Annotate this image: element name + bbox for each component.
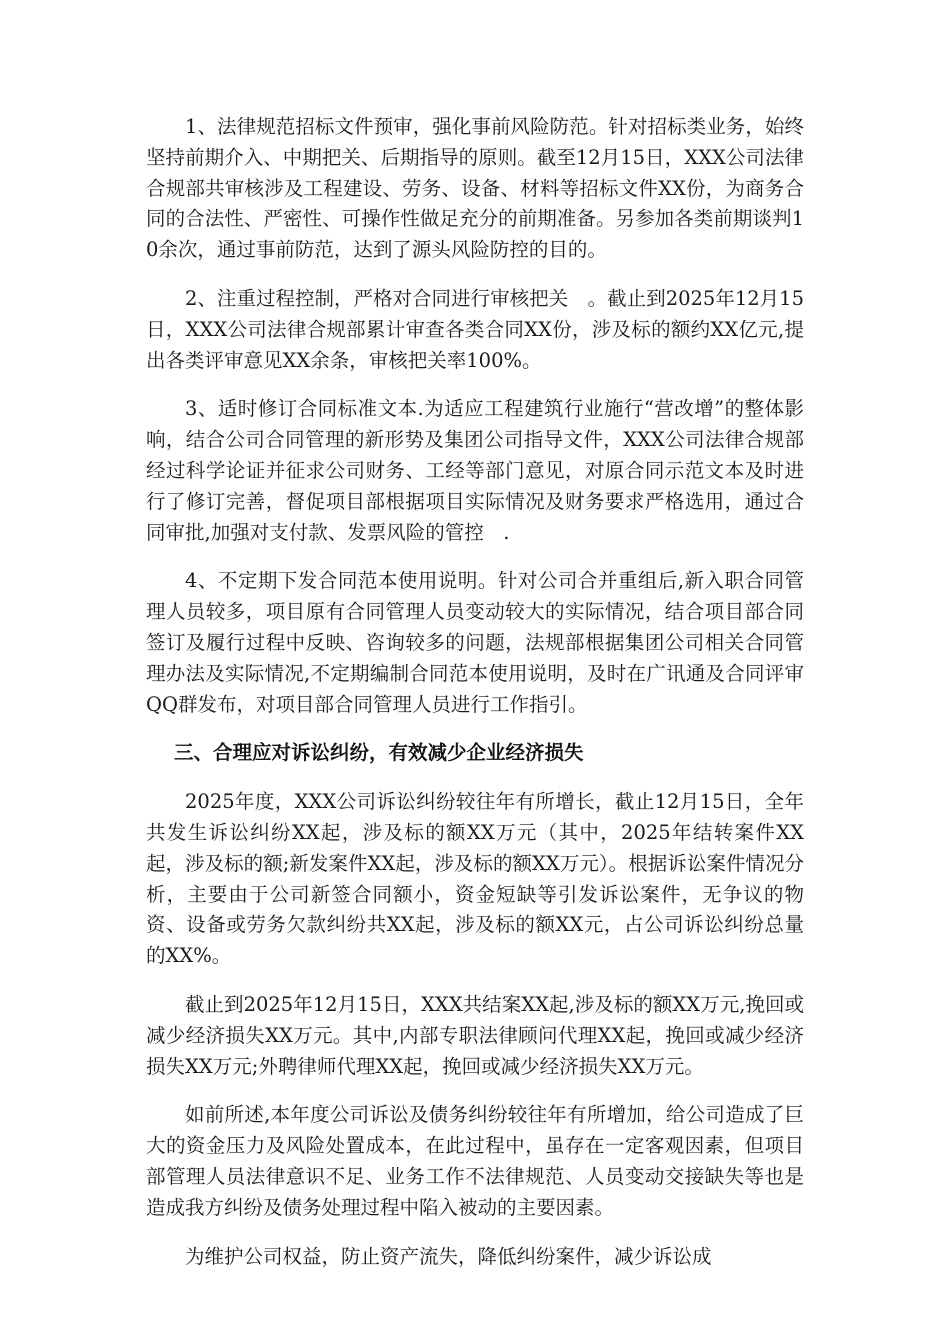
paragraph-contract-audit: 2、注重过程控制，严格对合同进行审核把关 。截止到2025年12月15日，XXX公司法律合规部累计审查各类合同XX份，涉及标的额约XX亿元,提出各类评审意见XX余条，审核把关率100%。 <box>146 286 804 372</box>
paragraph-litigation-stats: 2025年度，XXX公司诉讼纠纷较往年有所增长，截止12月15日，全年共发生诉讼纠纷XX起，涉及标的额XX万元（其中，2025年结转案件XX起，涉及标的额;新发案件XX起，涉及标的额XX万元）。根据诉讼案件情况分析，主要由于公司新签合同额小，资金短缺等引发诉讼案件，无争议的物资、设备或劳务欠款纠纷共XX起，涉及标的额XX元，占公司诉讼纠纷总量的XX%。 <box>146 790 804 968</box>
paragraph-template-instructions: 4、不定期下发合同范本使用说明。针对公司合并重组后,新入职合同管理人员较多，项目原有合同管理人员变动较大的实际情况，结合项目部合同签订及履行过程中反映、咨询较多的问题，法规部根据集团公司相关合同管理办法及实际情况,不定期编制合同范本使用说明，及时在广讯通及合同评审QQ群发布，对项目部合同管理人员进行工作指引。 <box>146 569 804 716</box>
section-heading-litigation: 三、合理应对诉讼纠纷，有效减少企业经济损失 <box>174 741 584 765</box>
paragraph-measures-intro: 为维护公司权益，防止资产流失，降低纠纷案件，减少诉讼成 <box>185 1244 712 1268</box>
paragraph-causes-analysis: 如前所述,本年度公司诉讼及债务纠纷较往年有所增加，给公司造成了巨大的资金压力及风险处置成本，在此过程中，虽存在一定客观因素，但项目部管理人员法律意识不足、业务工作不法律规范、人员变动交接缺失等也是造成我方纠纷及债务处理过程中陷入被动的主要因素。 <box>146 1103 804 1219</box>
paragraph-case-closures: 截止到2025年12月15日，XXX共结案XX起,涉及标的额XX万元,挽回或减少经济损失XX万元。其中,内部专职法律顾问代理XX起，挽回或减少经济损失XX万元;外聘律师代理XX起，挽回或减少经济损失XX万元。 <box>146 992 804 1078</box>
document-body <box>146 112 804 1290</box>
paragraph-tender-review: 1、法律规范招标文件预审，强化事前风险防范。针对招标类业务，始终坚持前期介入、中期把关、后期指导的原则。截至12月15日，XXX公司法律合规部共审核涉及工程建设、劳务、设备、材料等招标文件XX份，为商务合同的合法性、严密性、可操作性做足充分的前期准备。另参加各类前期谈判10余次，通过事前防范，达到了源头风险防控的目的。 <box>146 115 804 262</box>
paragraph-template-revision: 3、适时修订合同标准文本.为适应工程建筑行业施行“营改增”的整体影响，结合公司合同管理的新形势及集团公司指导文件，XXX公司法律合规部经过科学论证并征求公司财务、工经等部门意见，对原合同示范文本及时进行了修订完善，督促项目部根据项目实际情况及财务要求严格选用，通过合同审批,加强对支付款、发票风险的管控 . <box>146 397 804 544</box>
